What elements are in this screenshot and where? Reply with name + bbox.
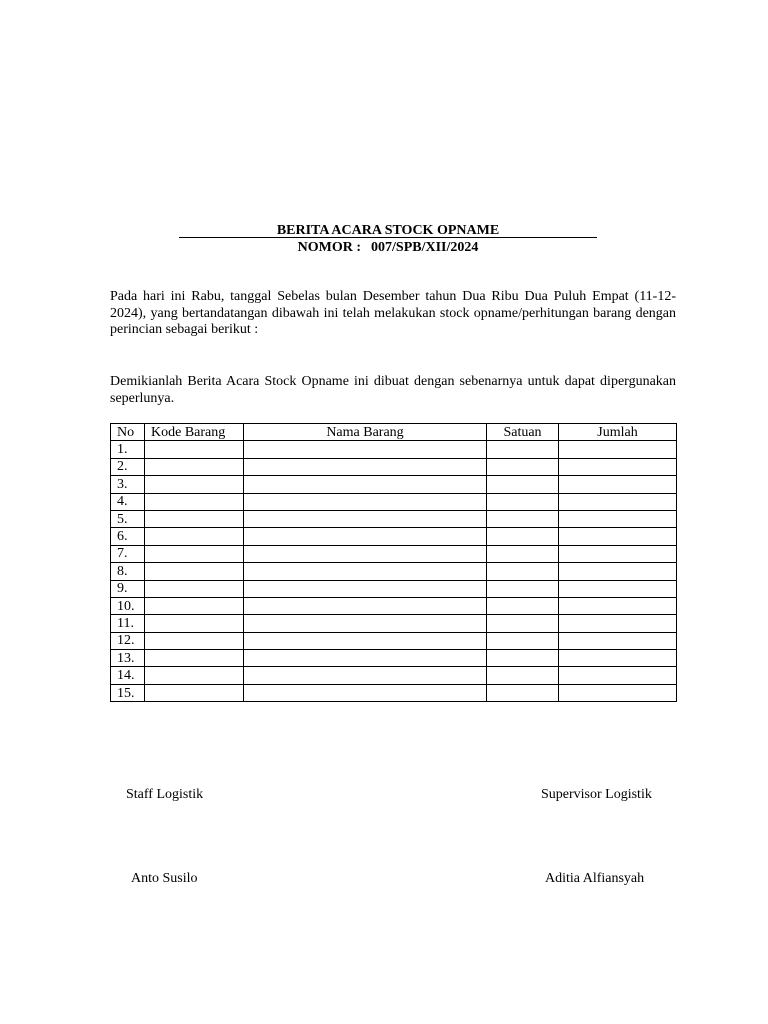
- cell-jumlah: [559, 528, 677, 545]
- cell-jumlah: [559, 632, 677, 649]
- cell-satuan: [487, 580, 559, 597]
- cell-kode: [145, 458, 244, 475]
- table-row: [111, 493, 677, 510]
- cell-nama: [244, 597, 487, 614]
- closing-paragraph: Demikianlah Berita Acara Stock Opname ini dibuat dengan sebenarnya untuk dapat dipergunakan seperlunya.: [110, 374, 676, 406]
- table-row: [111, 615, 677, 632]
- header-no: No: [111, 424, 145, 441]
- cell-satuan: [487, 684, 559, 701]
- cell-satuan: [487, 458, 559, 475]
- header-satuan: Satuan: [487, 424, 559, 441]
- cell-no: 11.: [111, 615, 145, 632]
- header-kode-barang: Kode Barang: [145, 424, 244, 441]
- cell-jumlah: [559, 493, 677, 510]
- cell-jumlah: [559, 545, 677, 562]
- cell-kode: [145, 580, 244, 597]
- cell-jumlah: [559, 510, 677, 527]
- cell-no: 7.: [111, 545, 145, 562]
- table-row: [111, 580, 677, 597]
- cell-nama: [244, 458, 487, 475]
- cell-jumlah: [559, 476, 677, 493]
- cell-nama: [244, 667, 487, 684]
- table-row: [111, 563, 677, 580]
- cell-jumlah: [559, 458, 677, 475]
- table-body: [111, 441, 677, 702]
- cell-kode: [145, 563, 244, 580]
- cell-kode: [145, 476, 244, 493]
- right-signatory-role: Supervisor Logistik: [541, 787, 652, 802]
- cell-kode: [145, 528, 244, 545]
- cell-jumlah: [559, 441, 677, 458]
- cell-jumlah: [559, 563, 677, 580]
- cell-jumlah: [559, 667, 677, 684]
- cell-kode: [145, 597, 244, 614]
- left-signatory-name: Anto Susilo: [131, 871, 198, 886]
- cell-satuan: [487, 441, 559, 458]
- cell-nama: [244, 493, 487, 510]
- cell-nama: [244, 580, 487, 597]
- cell-nama: [244, 684, 487, 701]
- cell-satuan: [487, 597, 559, 614]
- cell-satuan: [487, 615, 559, 632]
- cell-no: 8.: [111, 563, 145, 580]
- cell-nama: [244, 632, 487, 649]
- cell-no: 4.: [111, 493, 145, 510]
- cell-kode: [145, 684, 244, 701]
- cell-no: 12.: [111, 632, 145, 649]
- stock-table: [110, 423, 677, 702]
- cell-no: 5.: [111, 510, 145, 527]
- cell-satuan: [487, 650, 559, 667]
- cell-no: 15.: [111, 684, 145, 701]
- table-row: [111, 528, 677, 545]
- table-header-row: [111, 424, 677, 441]
- cell-jumlah: [559, 615, 677, 632]
- cell-jumlah: [559, 597, 677, 614]
- document-number-label: NOMOR :: [297, 240, 362, 255]
- cell-satuan: [487, 476, 559, 493]
- cell-satuan: [487, 563, 559, 580]
- cell-no: 1.: [111, 441, 145, 458]
- table-row: [111, 458, 677, 475]
- cell-no: 13.: [111, 650, 145, 667]
- cell-jumlah: [559, 580, 677, 597]
- cell-nama: [244, 563, 487, 580]
- cell-satuan: [487, 528, 559, 545]
- header-jumlah: Jumlah: [559, 424, 677, 441]
- cell-kode: [145, 493, 244, 510]
- table-row: [111, 667, 677, 684]
- cell-satuan: [487, 667, 559, 684]
- document-title: BERITA ACARA STOCK OPNAME: [179, 222, 597, 238]
- document-header: [179, 222, 597, 256]
- cell-nama: [244, 650, 487, 667]
- cell-no: 10.: [111, 597, 145, 614]
- cell-nama: [244, 476, 487, 493]
- header-nama-barang: Nama Barang: [244, 424, 487, 441]
- cell-jumlah: [559, 684, 677, 701]
- cell-satuan: [487, 545, 559, 562]
- cell-satuan: [487, 632, 559, 649]
- table-row: [111, 684, 677, 701]
- cell-kode: [145, 545, 244, 562]
- table-row: [111, 441, 677, 458]
- cell-kode: [145, 667, 244, 684]
- cell-kode: [145, 650, 244, 667]
- table-row: [111, 476, 677, 493]
- table-row: [111, 650, 677, 667]
- document-number-value: 007/SPB/XII/2024: [371, 240, 479, 255]
- cell-kode: [145, 510, 244, 527]
- cell-satuan: [487, 493, 559, 510]
- cell-nama: [244, 528, 487, 545]
- table-row: [111, 597, 677, 614]
- left-signatory-role: Staff Logistik: [126, 787, 204, 802]
- document-number: [179, 239, 597, 256]
- cell-satuan: [487, 510, 559, 527]
- cell-kode: [145, 615, 244, 632]
- cell-nama: [244, 441, 487, 458]
- table-row: [111, 545, 677, 562]
- table-row: [111, 632, 677, 649]
- cell-kode: [145, 441, 244, 458]
- cell-nama: [244, 615, 487, 632]
- cell-kode: [145, 632, 244, 649]
- table-row: [111, 510, 677, 527]
- cell-no: 14.: [111, 667, 145, 684]
- right-signatory-name: Aditia Alfiansyah: [545, 871, 645, 886]
- cell-jumlah: [559, 650, 677, 667]
- cell-no: 9.: [111, 580, 145, 597]
- cell-no: 3.: [111, 476, 145, 493]
- cell-no: 2.: [111, 458, 145, 475]
- cell-nama: [244, 510, 487, 527]
- cell-no: 6.: [111, 528, 145, 545]
- cell-nama: [244, 545, 487, 562]
- opening-paragraph: Pada hari ini Rabu, tanggal Sebelas bulan Desember tahun Dua Ribu Dua Puluh Empat (11-12-2024), yang bertandatangan dibawah ini telah melakukan stock opname/perhitungan barang dengan perincian sebagai berikut :: [110, 289, 676, 337]
